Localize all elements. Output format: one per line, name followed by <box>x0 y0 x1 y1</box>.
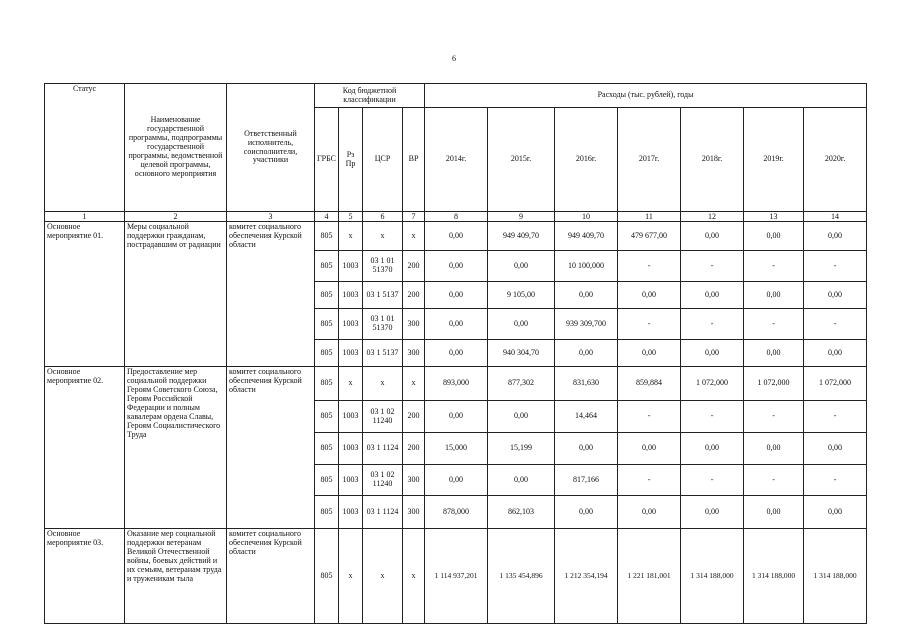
cell-vr: х <box>403 222 425 251</box>
cell-value: 0,00 <box>488 309 555 340</box>
cell-value: 0,00 <box>425 340 488 367</box>
header-executor: Ответственный исполнитель, соисполнители, участники <box>227 84 315 212</box>
cell-value: 0,00 <box>555 433 618 465</box>
group-executor: комитет социального обеспечения Курской области <box>227 529 315 624</box>
cell-vr: 200 <box>403 282 425 309</box>
cell-value: - <box>618 309 681 340</box>
cell-value: 0,00 <box>681 282 744 309</box>
column-number: 4 <box>315 212 339 222</box>
cell-rzpr: 1003 <box>339 433 363 465</box>
header-year: 2017г. <box>618 108 681 212</box>
cell-value: 0,00 <box>425 309 488 340</box>
header-name: Наименование государственной программы, подпрограммы государственной программы, ведомственной целевой программы, основного мероприятия <box>125 84 227 212</box>
cell-vr: 200 <box>403 433 425 465</box>
cell-value: 949 409,70 <box>555 222 618 251</box>
cell-value: 0,00 <box>681 222 744 251</box>
cell-value: 0,00 <box>744 340 804 367</box>
cell-value: 14,464 <box>555 401 618 433</box>
cell-value: 0,00 <box>804 433 867 465</box>
cell-value: 1 314 188,000 <box>744 529 804 624</box>
cell-value: - <box>744 309 804 340</box>
cell-rzpr: 1003 <box>339 251 363 282</box>
cell-value: 0,00 <box>804 340 867 367</box>
cell-grbs: 805 <box>315 251 339 282</box>
cell-value: - <box>744 251 804 282</box>
cell-value: - <box>618 401 681 433</box>
cell-csr: х <box>363 222 403 251</box>
cell-rzpr: х <box>339 367 363 401</box>
cell-value: - <box>681 401 744 433</box>
cell-grbs: 805 <box>315 282 339 309</box>
header-year: 2019г. <box>744 108 804 212</box>
header-grbs: ГРБС <box>315 108 339 212</box>
cell-value: - <box>744 465 804 496</box>
group-executor: комитет социального обеспечения Курской области <box>227 222 315 367</box>
cell-grbs: 805 <box>315 309 339 340</box>
group-name: Меры социальной поддержки гражданам, пострадавшим от радиации <box>125 222 227 367</box>
group-status: Основное мероприятие 03. <box>45 529 125 624</box>
cell-grbs: 805 <box>315 340 339 367</box>
cell-value: 0,00 <box>681 433 744 465</box>
cell-value: - <box>804 401 867 433</box>
cell-rzpr: х <box>339 529 363 624</box>
column-number: 9 <box>488 212 555 222</box>
column-number: 13 <box>744 212 804 222</box>
cell-rzpr: 1003 <box>339 282 363 309</box>
header-year: 2018г. <box>681 108 744 212</box>
cell-value: 878,000 <box>425 496 488 529</box>
cell-value: 0,00 <box>555 340 618 367</box>
cell-csr: 03 1 5137 <box>363 340 403 367</box>
cell-csr: х <box>363 529 403 624</box>
cell-vr: 200 <box>403 401 425 433</box>
header-csr: ЦСР <box>363 108 403 212</box>
cell-csr: 03 1 1124 <box>363 433 403 465</box>
header-budget-code: Код бюджетной классификации <box>315 84 425 108</box>
group-executor: комитет социального обеспечения Курской области <box>227 367 315 529</box>
cell-value: 0,00 <box>744 496 804 529</box>
cell-value: 0,00 <box>618 496 681 529</box>
cell-grbs: 805 <box>315 529 339 624</box>
column-number: 8 <box>425 212 488 222</box>
header-year: 2014г. <box>425 108 488 212</box>
table-row <box>45 529 867 624</box>
cell-value: 940 304,70 <box>488 340 555 367</box>
column-number: 11 <box>618 212 681 222</box>
cell-value: 0,00 <box>425 222 488 251</box>
header-expenses: Расходы (тыс. рублей), годы <box>425 84 867 108</box>
cell-value: 0,00 <box>804 222 867 251</box>
cell-csr: 03 1 1124 <box>363 496 403 529</box>
cell-value: 0,00 <box>488 401 555 433</box>
cell-rzpr: х <box>339 222 363 251</box>
cell-rzpr: 1003 <box>339 309 363 340</box>
cell-grbs: 805 <box>315 222 339 251</box>
cell-grbs: 805 <box>315 433 339 465</box>
cell-value: 0,00 <box>425 465 488 496</box>
cell-value: 831,630 <box>555 367 618 401</box>
column-number: 10 <box>555 212 618 222</box>
column-number: 5 <box>339 212 363 222</box>
cell-value: 0,00 <box>555 496 618 529</box>
cell-value: 0,00 <box>555 282 618 309</box>
cell-value: - <box>681 251 744 282</box>
cell-vr: 300 <box>403 496 425 529</box>
page-number: 6 <box>452 54 456 63</box>
column-number: 3 <box>227 212 315 222</box>
cell-value: 1 135 454,896 <box>488 529 555 624</box>
header-vr: ВР <box>403 108 425 212</box>
cell-vr: х <box>403 367 425 401</box>
column-number: 14 <box>804 212 867 222</box>
cell-value: 862,103 <box>488 496 555 529</box>
cell-value: 0,00 <box>681 340 744 367</box>
column-number: 2 <box>125 212 227 222</box>
cell-value: 0,00 <box>744 433 804 465</box>
cell-value: 817,166 <box>555 465 618 496</box>
cell-value: 479 677,00 <box>618 222 681 251</box>
cell-value: 0,00 <box>425 251 488 282</box>
cell-vr: 300 <box>403 465 425 496</box>
cell-rzpr: 1003 <box>339 340 363 367</box>
cell-rzpr: 1003 <box>339 401 363 433</box>
cell-value: - <box>681 465 744 496</box>
cell-value: 859,884 <box>618 367 681 401</box>
cell-value: 877,302 <box>488 367 555 401</box>
column-number: 12 <box>681 212 744 222</box>
cell-value: 0,00 <box>744 222 804 251</box>
cell-value: 0,00 <box>618 340 681 367</box>
cell-value: 0,00 <box>681 496 744 529</box>
cell-value: 10 100,000 <box>555 251 618 282</box>
cell-csr: 03 1 02 11240 <box>363 465 403 496</box>
header-year: 2020г. <box>804 108 867 212</box>
column-number-row <box>45 212 867 222</box>
cell-value: 0,00 <box>744 282 804 309</box>
cell-value: 0,00 <box>488 251 555 282</box>
cell-value: 15,000 <box>425 433 488 465</box>
cell-value: 1 072,000 <box>804 367 867 401</box>
cell-value: 1 072,000 <box>681 367 744 401</box>
cell-value: 949 409,70 <box>488 222 555 251</box>
cell-value: 0,00 <box>618 282 681 309</box>
table-row <box>45 222 867 251</box>
cell-value: - <box>804 465 867 496</box>
cell-value: 939 309,700 <box>555 309 618 340</box>
cell-rzpr: 1003 <box>339 496 363 529</box>
cell-value: 1 114 937,201 <box>425 529 488 624</box>
column-number: 1 <box>45 212 125 222</box>
cell-value: 893,000 <box>425 367 488 401</box>
cell-value: 1 314 188,000 <box>681 529 744 624</box>
cell-value: 0,00 <box>804 282 867 309</box>
cell-value: - <box>804 251 867 282</box>
cell-grbs: 805 <box>315 465 339 496</box>
cell-vr: 300 <box>403 309 425 340</box>
cell-vr: 200 <box>403 251 425 282</box>
cell-value: - <box>744 401 804 433</box>
cell-grbs: 805 <box>315 401 339 433</box>
cell-rzpr: 1003 <box>339 465 363 496</box>
cell-value: 1 072,000 <box>744 367 804 401</box>
group-status: Основное мероприятие 01. <box>45 222 125 367</box>
cell-value: 1 314 188,000 <box>804 529 867 624</box>
cell-value: - <box>618 465 681 496</box>
cell-vr: х <box>403 529 425 624</box>
table-row <box>45 367 867 401</box>
budget-table <box>44 83 867 624</box>
group-status: Основное мероприятие 02. <box>45 367 125 529</box>
column-number: 6 <box>363 212 403 222</box>
cell-csr: 03 1 5137 <box>363 282 403 309</box>
cell-grbs: 805 <box>315 367 339 401</box>
cell-value: 15,199 <box>488 433 555 465</box>
cell-value: 1 212 354,194 <box>555 529 618 624</box>
cell-value: - <box>681 309 744 340</box>
cell-value: - <box>804 309 867 340</box>
cell-value: 1 221 181,001 <box>618 529 681 624</box>
header-rzpr: Рз Пр <box>339 108 363 212</box>
cell-value: 0,00 <box>425 401 488 433</box>
group-name: Оказание мер социальной поддержки ветеранам Великой Отечественной войны, боевых действий и их семьям, ветеранам труда и труженикам тыла <box>125 529 227 624</box>
header-year: 2016г. <box>555 108 618 212</box>
cell-value: 9 105,00 <box>488 282 555 309</box>
header-year: 2015г. <box>488 108 555 212</box>
cell-csr: 03 1 02 11240 <box>363 401 403 433</box>
cell-csr: 03 1 01 51370 <box>363 251 403 282</box>
header-status: Статус <box>45 84 125 212</box>
column-number: 7 <box>403 212 425 222</box>
cell-csr: 03 1 01 51370 <box>363 309 403 340</box>
cell-csr: х <box>363 367 403 401</box>
cell-value: - <box>618 251 681 282</box>
cell-value: 0,00 <box>804 496 867 529</box>
cell-value: 0,00 <box>618 433 681 465</box>
group-name: Предоставление мер социальной поддержки Героям Советского Союза, Героям Российской Федерации и полным кавалерам ордена Славы, Героям Социалистического Труда <box>125 367 227 529</box>
cell-value: 0,00 <box>488 465 555 496</box>
cell-grbs: 805 <box>315 496 339 529</box>
cell-value: 0,00 <box>425 282 488 309</box>
cell-vr: 300 <box>403 340 425 367</box>
